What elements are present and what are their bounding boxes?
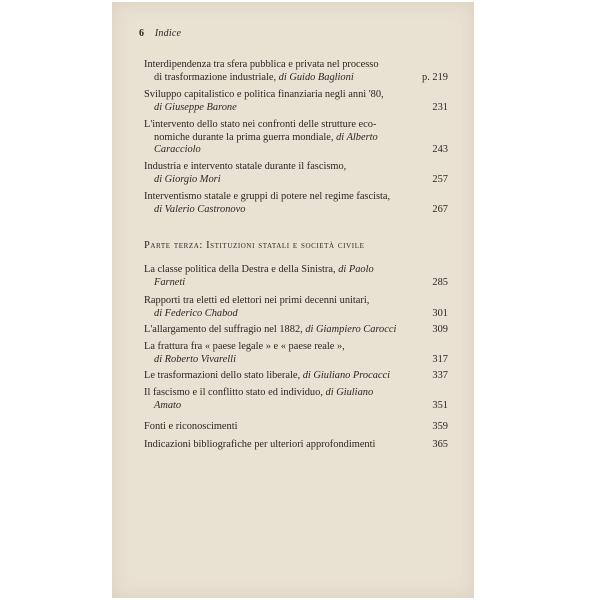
toc-entry-amato	[144, 387, 448, 412]
entry-author: di Paolo	[338, 264, 374, 275]
entry-title-line: Fonti e riconoscimenti	[144, 421, 238, 432]
entry-author: di Giampiero Carocci	[305, 324, 397, 335]
book-page	[112, 2, 474, 598]
entry-page-ref: 301	[432, 307, 448, 319]
running-head-title: Indice	[154, 28, 182, 39]
entry-page-ref: 365	[432, 439, 448, 450]
entry-author: di Guido Baglioni	[278, 71, 354, 83]
entry-page-ref: 309	[432, 324, 448, 335]
entry-page-ref: 267	[432, 203, 448, 215]
toc-entry-caracciolo	[144, 119, 448, 157]
entry-title-line: Le trasformazioni dello stato liberale,	[144, 370, 301, 381]
part-three-heading	[144, 240, 364, 251]
toc-entry-farneti	[144, 264, 448, 289]
entry-page-ref: 337	[432, 370, 448, 381]
entry-page-ref: 243	[432, 144, 448, 155]
toc-entry-mori	[144, 161, 448, 186]
entry-author: Farneti	[154, 276, 186, 288]
entry-author: di Valerio Castronovo	[154, 203, 246, 215]
toc-entry-fonti	[144, 421, 448, 434]
entry-title-line: Sviluppo capitalistico e politica finanziaria negli anni '80,	[144, 89, 384, 100]
entry-title-line: Interdipendenza tra sfera pubblica e privata nel processo	[144, 59, 379, 70]
entry-title-line: L'intervento dello stato nei confronti delle strutture eco-	[144, 119, 377, 130]
entry-author: di Giuliano	[325, 387, 374, 398]
entry-title-line: Industria e intervento statale durante il fascismo,	[144, 161, 347, 172]
toc-entry-procacci	[144, 370, 448, 383]
toc-entry-carocci	[144, 324, 448, 337]
part-label: Parte terza:	[144, 240, 203, 251]
toc-entry-castronovo	[144, 191, 448, 216]
toc-entry-baglioni	[144, 59, 448, 84]
entry-title-line: Indicazioni bibliografiche per ulteriori approfondimenti	[144, 439, 376, 450]
entry-author: di Giorgio Mori	[154, 173, 221, 185]
entry-page-ref: p. 219	[422, 71, 448, 83]
toc-entry-chabod	[144, 295, 448, 320]
entry-page-ref: 285	[432, 276, 448, 288]
entry-page-ref: 359	[432, 421, 448, 432]
entry-title-line: Interventismo statale e gruppi di potere nel regime fascista,	[144, 191, 391, 202]
toc-entry-vivarelli	[144, 341, 448, 366]
page-number: 6	[139, 28, 145, 39]
entry-title-line: nomiche durante la prima guerra mondiale,	[154, 131, 334, 143]
entry-page-ref: 257	[432, 173, 448, 185]
toc-entry-bibliografia	[144, 439, 448, 452]
entry-page-ref: 231	[432, 101, 448, 113]
entry-title-line: di trasformazione industriale,	[154, 71, 277, 83]
entry-title-line: Rapporti tra eletti ed elettori nei primi decenni unitari,	[144, 295, 370, 306]
entry-author: di Giuliano Procacci	[302, 370, 391, 381]
entry-title-line: La classe politica della Destra e della Sinistra,	[144, 264, 336, 275]
entry-title-line: Il fascismo e il conflitto stato ed individuo,	[144, 387, 323, 398]
entry-title-line: La frattura fra « paese legale » e « paese reale »,	[144, 341, 345, 352]
entry-author: di Federico Chabod	[154, 307, 238, 319]
running-head	[139, 28, 181, 39]
entry-author: di Giuseppe Barone	[154, 101, 237, 113]
entry-author: Caracciolo	[154, 144, 201, 155]
toc-entry-barone	[144, 89, 448, 114]
part-title: Istituzioni statali e società civile	[206, 240, 365, 251]
entry-author: di Roberto Vivarelli	[154, 353, 236, 365]
entry-page-ref: 317	[432, 353, 448, 365]
entry-title-line: L'allargamento del suffragio nel 1882,	[144, 324, 303, 335]
entry-page-ref: 351	[432, 399, 448, 411]
entry-author: Amato	[154, 399, 182, 411]
entry-author: di Alberto	[336, 131, 378, 143]
